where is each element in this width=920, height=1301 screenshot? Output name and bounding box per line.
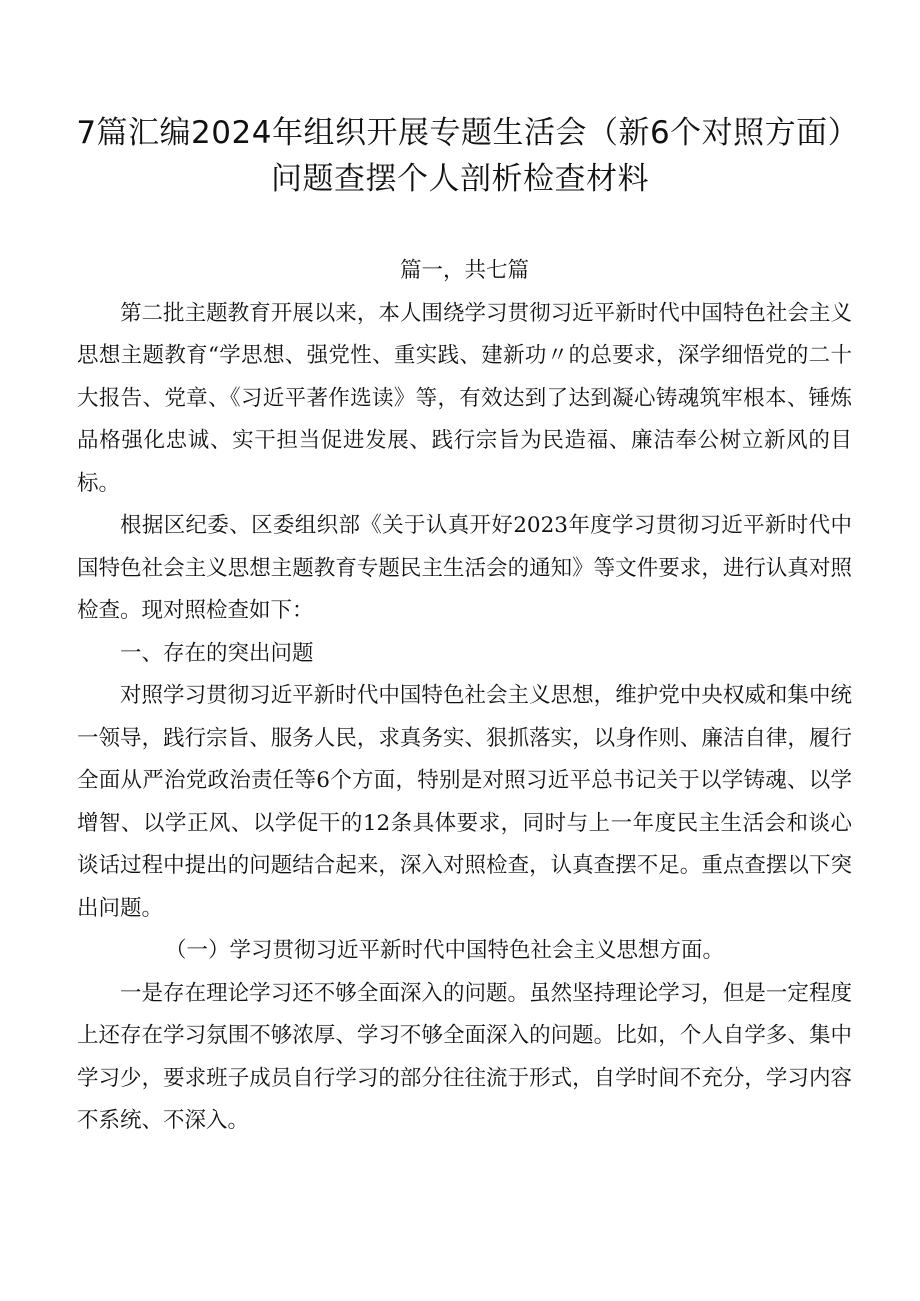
document-title: 7篇汇编2024年组织开展专题生活会（新6个对照方面）问题查摆个人剖析检查材料 — [76, 115, 844, 197]
paragraph-basis: 根据区纪委、区委组织部《关于认真开好2023年度学习贯彻习近平新时代中国特色社会主义思想主题教育专题民主生活会的通知》等文件要求，进行认真对照检查。现对照检查如下： — [77, 513, 852, 623]
paragraph-intro: 第二批主题教育开展以来，本人围绕学习贯彻习近平新时代中国特色社会主义思想主题教育“学思想、强党性、重实践、建新功〃的总要求，深学细悟党的二十大报告、党章、《习近平著作选读》等，有效达到了达到凝心铸魂筑牢根本、锤炼品格强化忠诚、实干担当促进发展、践行宗旨为民造福、廉洁奉公树立新风的目标。 — [77, 300, 852, 496]
document-body — [77, 250, 852, 1143]
paragraph-theory-study: 一是存在理论学习还不够全面深入的问题。虽然坚持理论学习，但是一定程度上还存在学习氛围不够浓厚、学习不够全面深入的问题。比如，个人自学多、集中学习少，要求班子成员自行学习的部分往往流于形式，自学时间不充分，学习内容不系统、不深入。 — [77, 980, 852, 1133]
subheading-study-thought: （一）学习贯彻习近平新时代中国特色社会主义思想方面。 — [165, 938, 725, 963]
section-label: 篇一，共七篇 — [399, 258, 529, 283]
paragraph-comparison: 对照学习贯彻习近平新时代中国特色社会主义思想，维护党中央权威和集中统一领导，践行宗旨、服务人民，求真务实、狠抓落实，以身作则、廉洁自律，履行全面从严治党政治责任等6个方面，特别是对照习近平总书记关于以学铸魂、以学增智、以学正风、以学促干的12条具体要求，同时与上一年度民主生活会和谈心谈话过程中提出的问题结合起来，深入对照检查，认真查摆不足。重点查摆以下突出问题。 — [77, 683, 852, 921]
heading-outstanding-problems: 一、存在的突出问题 — [120, 640, 314, 666]
